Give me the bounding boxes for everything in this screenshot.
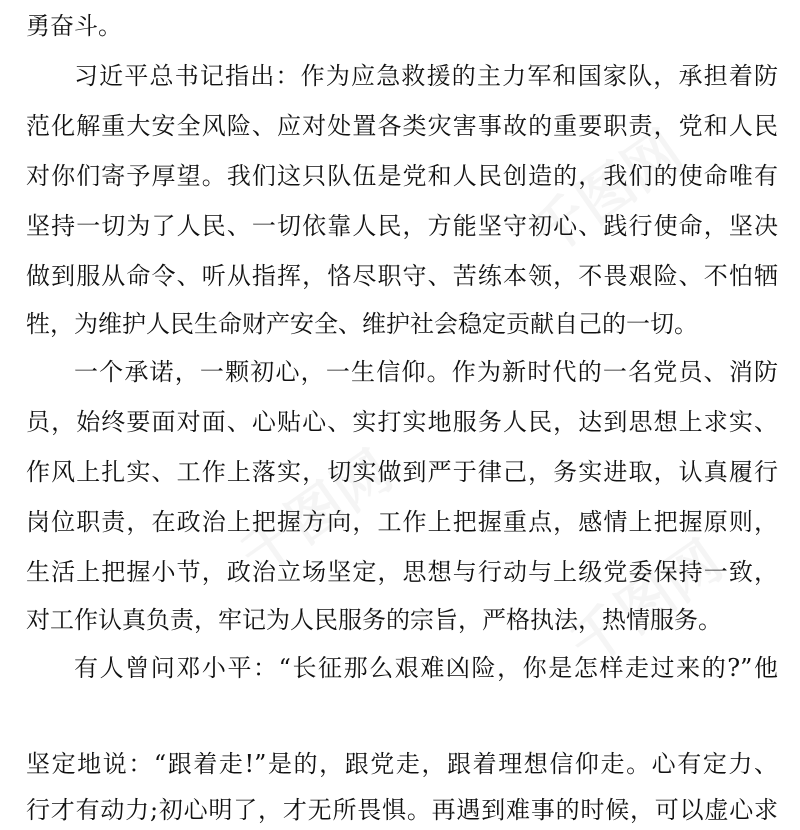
watermark: 千图网 — [559, 528, 735, 679]
paragraph-line: 坚持一切为了人民、一切依靠人民，方能坚守初心、践行使命，坚决 — [26, 212, 778, 240]
paragraph-line: 一个承诺，一颗初心，一生信仰。作为新时代的一名党员、消防 — [74, 358, 778, 386]
paragraph-line: 对工作认真负责，牢记为人民服务的宗旨，严格执法，热情服务。 — [26, 606, 722, 634]
paragraph-line: 牲，为维护人民生命财产安全、维护社会稳定贡献自己的一切。 — [26, 310, 698, 338]
paragraph-line: 坚定地说：“跟着走!”是的，跟党走，跟着理想信仰走。心有定力、 — [26, 750, 778, 778]
paragraph-line: 行才有动力;初心明了，才无所畏惧。再遇到难事的时候，可以虚心求 — [26, 796, 778, 824]
paragraph-line: 生活上把握小节，政治立场坚定，思想与行动与上级党委保持一致， — [26, 558, 778, 586]
paragraph-line: 范化解重大安全风险、应对处置各类灾害事故的重要职责，党和人民 — [26, 112, 778, 140]
paragraph-line: 岗位职责，在政治上把握方向，工作上把握重点，感情上把握原则， — [26, 508, 778, 536]
paragraph-line: 习近平总书记指出：作为应急救援的主力军和国家队，承担着防 — [74, 62, 778, 90]
paragraph-line: 作风上扎实、工作上落实，切实做到严于律己，务实进取，认真履行 — [26, 458, 778, 486]
watermark: 千图网 — [229, 438, 405, 589]
paragraph-line: 勇奋斗。 — [26, 12, 122, 40]
paragraph-line: 员，始终要面对面、心贴心、实打实地服务人民，达到思想上求实、 — [26, 408, 778, 436]
watermark: 千图网 — [519, 118, 695, 269]
paragraph-line: 有人曾问邓小平：“长征那么艰难凶险，你是怎样走过来的?”他 — [74, 654, 778, 682]
paragraph-line: 做到服从命令、听从指挥，恪尽职守、苦练本领，不畏艰险、不怕牺 — [26, 262, 778, 290]
paragraph-line: 对你们寄予厚望。我们这只队伍是党和人民创造的，我们的使命唯有 — [26, 162, 778, 190]
